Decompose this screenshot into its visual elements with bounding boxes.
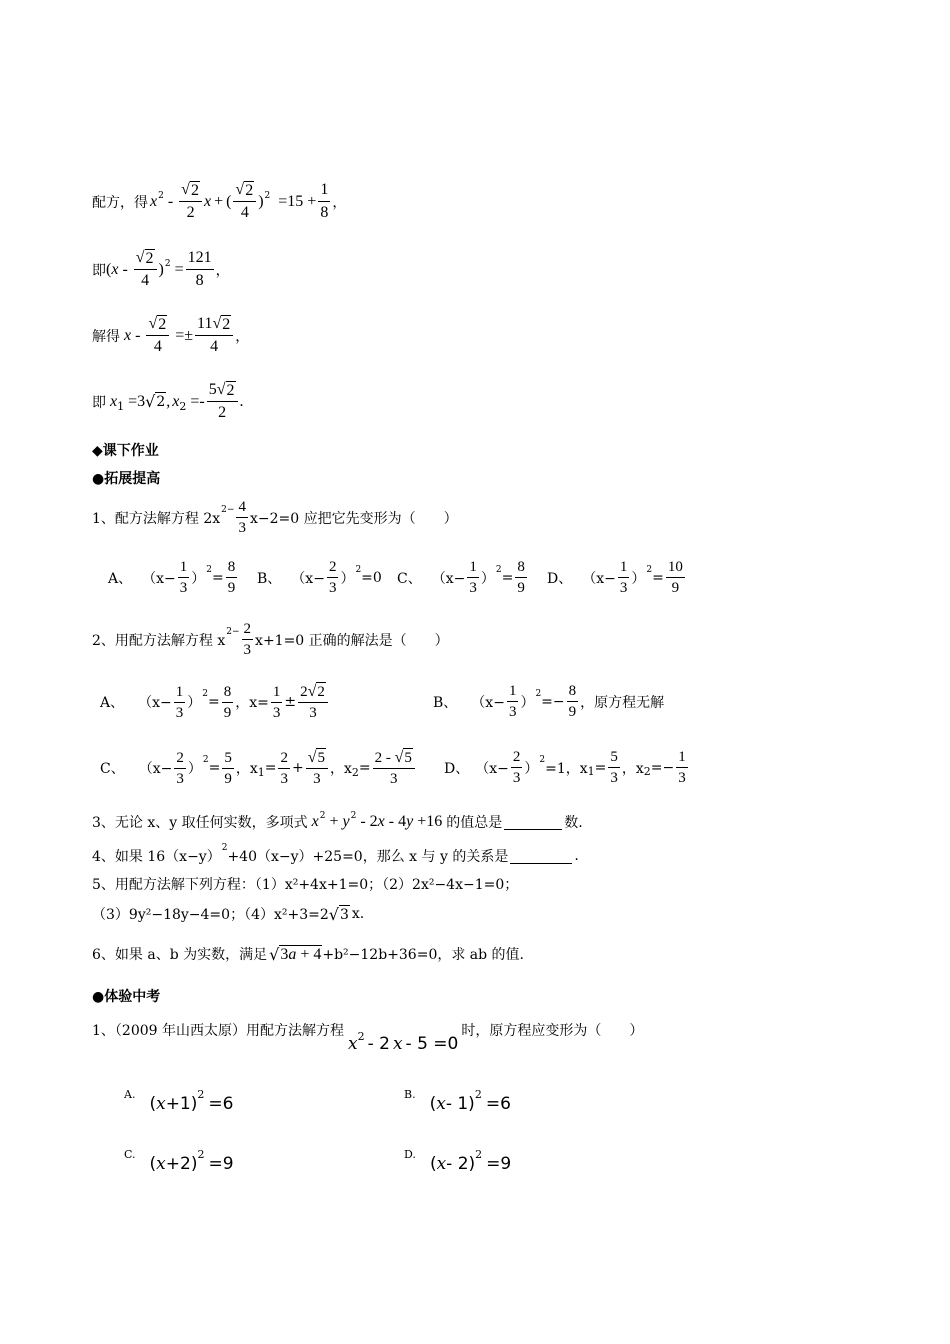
q1-option-c[interactable]: C、 （x− $\frac{1}{3}$ ） 2 = $\frac{8}{9}$ — [397, 559, 525, 596]
answer-blank[interactable] — [504, 815, 562, 830]
question-5-line-2: （3）9y²−18y−4=0；（4）x²+3=2 √ 3 x. — [92, 904, 365, 924]
question-1-text-b: x−2=0 应把它先变形为（ ） — [249, 510, 458, 527]
question-6: 6、如果 a、b 为实数，满足 √ 3a + 4 +b²−12b+36=0，求 ab 的值. — [92, 944, 525, 964]
q2-option-b[interactable]: B、 （x− $\frac{1}{3}$ ） 2 =− $\frac{8}{9}$ ，原方程无解 — [433, 683, 665, 720]
solution-prefix: 配方，得 — [92, 194, 148, 211]
exam1-option-c[interactable]: C. ( x +2) 2 =9 — [124, 1148, 234, 1174]
q1-option-d[interactable]: D、 （x− $\frac{1}{3}$ ） 2 = $\frac{10}{9}$ — [547, 559, 683, 596]
question-4: 4、如果 16（x−y） 2 +40（x−y）+25=0，那么 x 与 y 的关系是 . — [92, 843, 579, 865]
question-5-line-1: 5、用配方法解下列方程：（1）x²+4x+1=0；（2）2x²−4x−1=0； — [92, 877, 519, 893]
question-2-text-a: 2、用配方法解方程 x — [92, 632, 226, 649]
exam-question-1: 1、（2009 年山西太原）用配方法解方程 x 2 - 2 x - 5 =0 时，原方程应变形为（ ） — [92, 1023, 644, 1054]
exam1-option-a[interactable]: A. ( x +1) 2 =6 — [124, 1088, 234, 1114]
heading-homework: ◆课下作业 — [92, 443, 159, 459]
solution-prefix: 解得 — [92, 328, 120, 345]
exam1-option-b[interactable]: B. ( x - 1) 2 =6 — [404, 1088, 511, 1114]
solution-prefix: 即 — [92, 394, 106, 411]
q2-option-c[interactable]: C、 （x− $\frac{2}{3}$ ） 2 = $\frac{5}{9}$ ，x 1 = $\frac{2}{3}$ + √ 5 3 ，x 2 = 2 - √ 5 3 — [100, 748, 417, 788]
solution-prefix: 即 — [92, 262, 106, 279]
answer-blank[interactable] — [510, 849, 572, 864]
question-3: 3、无论 x、y 取任何实数，多项式 x 2 + y 2 - 2 x - 4 y +16 的值总是 数. — [92, 811, 583, 831]
solution-line-1: 配方，得 x 2 - √ 2 2 x + ( √ 2 4 ) 2 =15 + $\frac{1}{8}$ ， — [92, 181, 347, 221]
exam1-option-d[interactable]: D. ( x - 2) 2 =9 — [404, 1148, 512, 1174]
heading-exam: ●体验中考 — [92, 989, 161, 1005]
q1-option-a[interactable]: A、 （x− $\frac{1}{3}$ ） 2 = $\frac{8}{9}$ — [108, 559, 236, 596]
q2-option-d[interactable]: D、 （x− $\frac{2}{3}$ ） 2 =1，x 1 = $\frac{5}{3}$ ，x 2 =− $\frac{1}{3}$ — [444, 749, 686, 786]
q1-option-b[interactable]: B、 （x− $\frac{2}{3}$ ） 2 =0 — [257, 559, 382, 596]
solution-line-3: 解得 x - √ 2 4 =± 11 √ 2 4 ， — [92, 315, 250, 355]
q2-option-b-tail: ，原方程无解 — [580, 694, 665, 711]
solution-line-4: 即 x 1 =3 √ 2 , x 2 =- 5 √ 2 2 . — [92, 381, 244, 421]
question-1-text-a: 1、配方法解方程 2x — [92, 510, 221, 527]
question-2-text-b: x+1=0 正确的解法是（ ） — [255, 632, 449, 649]
heading-extend: ●拓展提高 — [92, 471, 161, 487]
q2-option-a[interactable]: A、 （x− $\frac{1}{3}$ ） 2 = $\frac{8}{9}$ ，x= $\frac{1}{3}$ ± 2 √ 2 3 — [100, 682, 330, 722]
question-1: 1、配方法解方程 2x 2− $\frac{4}{3}$ x−2=0 应把它先变形为（ ） — [92, 499, 458, 536]
solution-line-2: 即 ( x - √ 2 4 ) 2 = $\frac{121}{8}$ ， — [92, 249, 230, 289]
question-2: 2、用配方法解方程 x 2− $\frac{2}{3}$ x+1=0 正确的解法是（ ） — [92, 621, 449, 658]
